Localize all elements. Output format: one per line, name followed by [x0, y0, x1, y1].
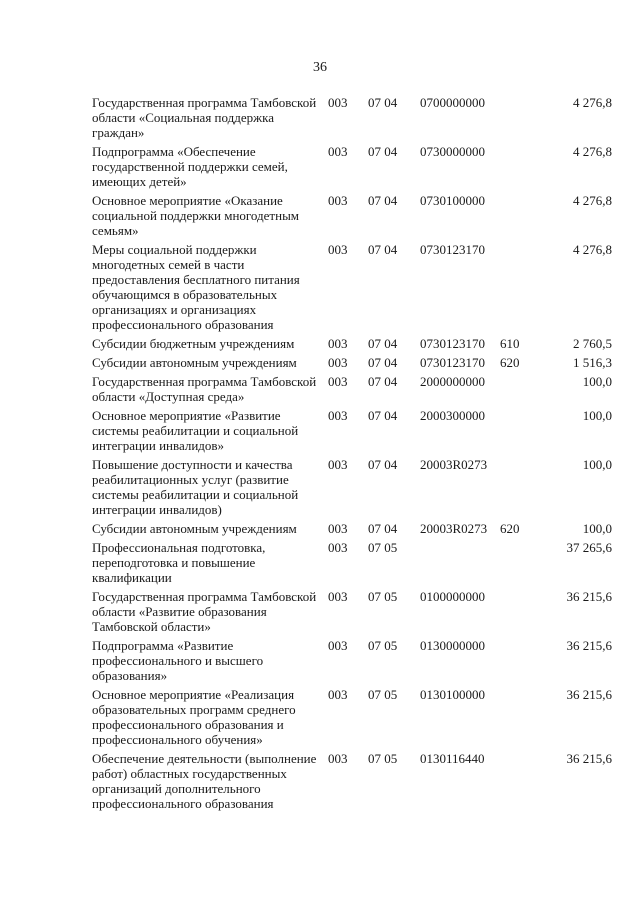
ministry-code-cell: 003 — [328, 242, 348, 257]
amount-cell: 4 276,8 — [573, 144, 612, 159]
target-article-cell: 0700000000 — [420, 95, 485, 110]
table-row — [92, 242, 612, 336]
row-name-cell: Субсидии автономным учреждениям — [92, 521, 297, 536]
expense-type-cell — [500, 687, 534, 751]
row-name-cell: Основное мероприятие «Реализация образовательных программ среднего профессионального образования и профессионального обучения» — [92, 687, 296, 747]
ministry-code-cell: 003 — [328, 355, 348, 370]
table-row — [92, 589, 612, 638]
expense-type-cell — [500, 589, 534, 638]
ministry-code-cell: 003 — [328, 336, 348, 351]
table-row — [92, 374, 612, 408]
table-row — [92, 408, 612, 457]
amount-cell: 100,0 — [582, 408, 612, 423]
budget-table — [92, 95, 612, 815]
ministry-code-cell: 003 — [328, 751, 348, 766]
amount-cell: 37 265,6 — [566, 540, 612, 555]
target-article-cell: 20003R0273 — [420, 521, 488, 536]
table-row — [92, 638, 612, 687]
section-code-cell: 07 04 — [368, 457, 398, 472]
expense-type-cell — [500, 374, 534, 408]
section-code-cell: 07 05 — [368, 540, 398, 555]
amount-cell: 36 215,6 — [566, 751, 612, 766]
target-article-cell: 0130000000 — [420, 638, 485, 653]
ministry-code-cell: 003 — [328, 457, 348, 472]
amount-cell: 100,0 — [582, 457, 612, 472]
row-name-cell: Обеспечение деятельности (выполнение работ) областных государственных организаций дополнительного профессионального образования — [92, 751, 317, 811]
expense-type-cell — [500, 144, 534, 193]
target-article-cell: 0730123170 — [420, 242, 485, 257]
target-article-cell: 20003R0273 — [420, 457, 488, 472]
expense-type-cell — [500, 242, 534, 336]
expense-type-cell — [500, 193, 534, 242]
ministry-code-cell: 003 — [328, 374, 348, 389]
section-code-cell: 07 04 — [368, 374, 398, 389]
ministry-code-cell: 003 — [328, 687, 348, 702]
row-name-cell: Субсидии бюджетным учреждениям — [92, 336, 295, 351]
ministry-code-cell: 003 — [328, 521, 348, 536]
row-name-cell: Основное мероприятие «Развитие системы реабилитации и социальной интеграции инвалидов» — [92, 408, 299, 453]
row-name-cell: Подпрограмма «Развитие профессионального и высшего образования» — [92, 638, 264, 683]
amount-cell: 100,0 — [582, 521, 612, 536]
ministry-code-cell: 003 — [328, 193, 348, 208]
table-row — [92, 521, 612, 540]
section-code-cell: 07 04 — [368, 193, 398, 208]
table-row — [92, 144, 612, 193]
row-name-cell: Субсидии автономным учреждениям — [92, 355, 297, 370]
row-name-cell: Основное мероприятие «Оказание социальной поддержки многодетным семьям» — [92, 193, 300, 238]
expense-type-cell — [500, 95, 534, 144]
expense-type-cell: 620 — [500, 355, 520, 370]
row-name-cell: Профессиональная подготовка, переподготовка и повышение квалификации — [92, 540, 266, 585]
target-article-cell: 0730123170 — [420, 336, 485, 351]
page-number: 36 — [313, 60, 327, 75]
table-row — [92, 687, 612, 751]
amount-cell: 36 215,6 — [566, 638, 612, 653]
target-article-cell: 2000300000 — [420, 408, 485, 423]
ministry-code-cell: 003 — [328, 408, 348, 423]
section-code-cell: 07 04 — [368, 355, 398, 370]
ministry-code-cell: 003 — [328, 95, 348, 110]
expense-type-cell — [500, 540, 534, 589]
table-row — [92, 193, 612, 242]
row-name-cell: Государственная программа Тамбовской области «Развитие образования Тамбовской области» — [92, 589, 317, 634]
amount-cell: 1 516,3 — [573, 355, 612, 370]
target-article-cell — [420, 540, 500, 589]
amount-cell: 2 760,5 — [573, 336, 612, 351]
section-code-cell: 07 04 — [368, 336, 398, 351]
ministry-code-cell: 003 — [328, 589, 348, 604]
target-article-cell: 0730100000 — [420, 193, 485, 208]
section-code-cell: 07 05 — [368, 751, 398, 766]
expense-type-cell: 620 — [500, 521, 520, 536]
target-article-cell: 0130100000 — [420, 687, 485, 702]
target-article-cell: 2000000000 — [420, 374, 485, 389]
row-name-cell: Подпрограмма «Обеспечение государственной поддержки семей, имеющих детей» — [92, 144, 288, 189]
table-row — [92, 751, 612, 815]
target-article-cell: 0730123170 — [420, 355, 485, 370]
table-row — [92, 540, 612, 589]
row-name-cell: Меры социальной поддержки многодетных семей в части предоставления бесплатного питания обучающимся в образовательных организациях и организациях профессионального образования — [92, 242, 300, 332]
ministry-code-cell: 003 — [328, 144, 348, 159]
ministry-code-cell: 003 — [328, 638, 348, 653]
expense-type-cell — [500, 408, 534, 457]
section-code-cell: 07 04 — [368, 95, 398, 110]
section-code-cell: 07 05 — [368, 589, 398, 604]
expense-type-cell: 610 — [500, 336, 520, 351]
row-name-cell: Государственная программа Тамбовской области «Социальная поддержка граждан» — [92, 95, 317, 140]
section-code-cell: 07 05 — [368, 638, 398, 653]
ministry-code-cell: 003 — [328, 540, 348, 555]
section-code-cell: 07 04 — [368, 242, 398, 257]
target-article-cell: 0100000000 — [420, 589, 485, 604]
amount-cell: 36 215,6 — [566, 687, 612, 702]
row-name-cell: Государственная программа Тамбовской области «Доступная среда» — [92, 374, 317, 404]
expense-type-cell — [500, 751, 534, 815]
section-code-cell: 07 05 — [368, 687, 398, 702]
amount-cell: 36 215,6 — [566, 589, 612, 604]
amount-cell: 4 276,8 — [573, 95, 612, 110]
section-code-cell: 07 04 — [368, 144, 398, 159]
table-row — [92, 336, 612, 355]
target-article-cell: 0130116440 — [420, 751, 485, 766]
section-code-cell: 07 04 — [368, 521, 398, 536]
table-row — [92, 457, 612, 521]
amount-cell: 4 276,8 — [573, 242, 612, 257]
table-row — [92, 95, 612, 144]
amount-cell: 4 276,8 — [573, 193, 612, 208]
amount-cell: 100,0 — [582, 374, 612, 389]
expense-type-cell — [500, 638, 534, 687]
target-article-cell: 0730000000 — [420, 144, 485, 159]
table-row — [92, 355, 612, 374]
section-code-cell: 07 04 — [368, 408, 398, 423]
budget-table-body — [92, 95, 612, 815]
expense-type-cell — [500, 457, 534, 521]
row-name-cell: Повышение доступности и качества реабилитационных услуг (развитие системы реабилитации и социальной интеграции инвалидов) — [92, 457, 299, 517]
